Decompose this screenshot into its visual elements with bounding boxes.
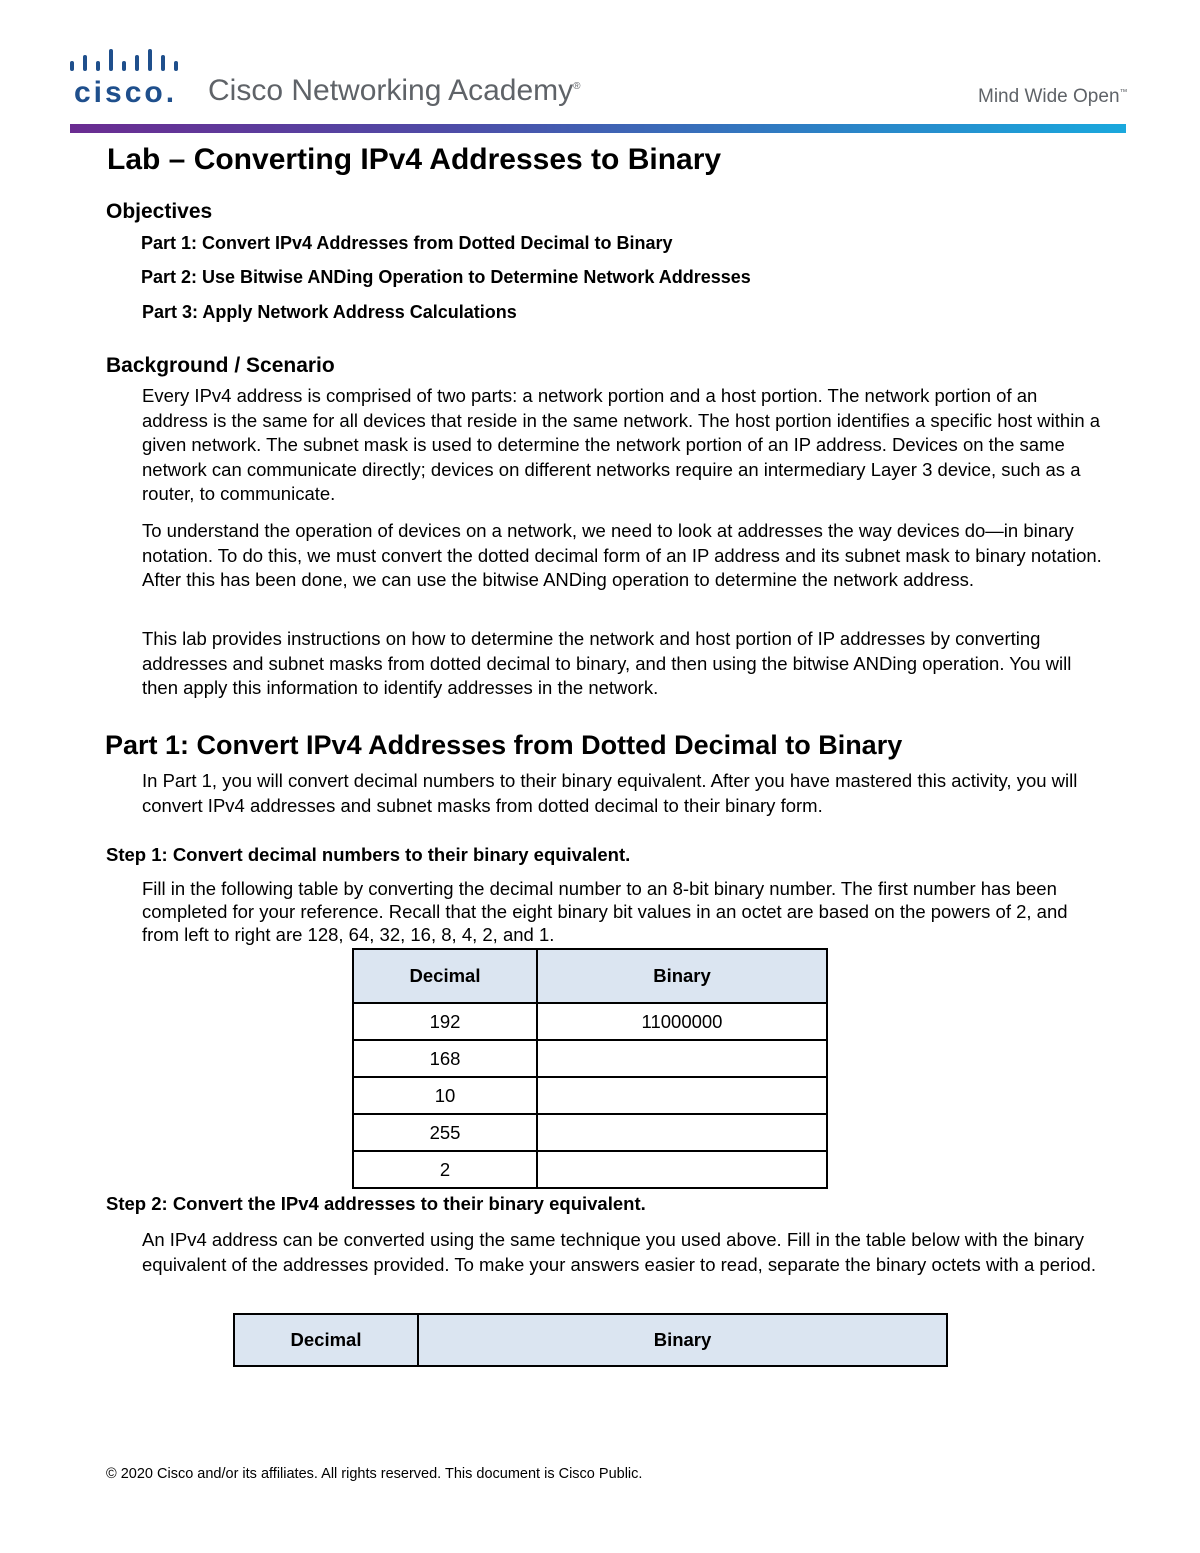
cisco-logo-bars-icon <box>70 46 180 76</box>
decimal-cell: 10 <box>353 1077 537 1114</box>
binary-answer-cell[interactable] <box>537 1151 827 1188</box>
binary-cell: 11000000 <box>537 1003 827 1040</box>
table-row <box>353 1114 827 1151</box>
decimal-cell: 192 <box>353 1003 537 1040</box>
background-paragraph: To understand the operation of devices on a network, we need to look at addresses the way devices do—in binary notation. To do this, we must convert the dotted decimal form of an IP address and its subnet mask to binary notation. After this has been done, we can use the bitwise ANDing operation to determine the network address. <box>142 520 1102 590</box>
objectives-heading: Objectives <box>106 200 213 223</box>
part1-intro: In Part 1, you will convert decimal numbers to their binary equivalent. After you have mastered this activity, you will convert IPv4 addresses and subnet masks from dotted decimal to their binary form. <box>142 770 1078 816</box>
column-header-decimal: Decimal <box>234 1314 418 1366</box>
table-row <box>353 1040 827 1077</box>
binary-answer-cell[interactable] <box>537 1077 827 1114</box>
step1-text: Fill in the following table by converting the decimal number to an 8-bit binary number. The first number has been completed for your reference. Recall that the eight binary bit values in an octet are based on the powers of 2, and from left to right are 128, 64, 32, 16, 8, 4, 2, and 1. <box>142 878 1068 945</box>
binary-answer-cell[interactable] <box>537 1040 827 1077</box>
page-title: Lab – Converting IPv4 Addresses to Binary <box>107 143 722 176</box>
document-header <box>0 0 1200 140</box>
background-heading: Background / Scenario <box>106 354 335 377</box>
step1-heading: Step 1: Convert decimal numbers to their binary equivalent. <box>106 844 631 865</box>
cisco-logo-wordmark: cisco. <box>74 76 178 109</box>
part1-heading: Part 1: Convert IPv4 Addresses from Dotted Decimal to Binary <box>105 730 903 760</box>
academy-name: Cisco Networking Academy® <box>208 74 581 107</box>
column-header-binary: Binary <box>418 1314 947 1366</box>
table-row <box>353 1003 827 1040</box>
table-header-row <box>353 949 827 1003</box>
step2-heading: Step 2: Convert the IPv4 addresses to their binary equivalent. <box>106 1193 646 1214</box>
table-header-row <box>234 1314 947 1366</box>
objective-item: Part 1: Convert IPv4 Addresses from Dotted Decimal to Binary <box>141 233 673 253</box>
brand-gradient-rule <box>70 124 1126 133</box>
decimal-cell: 2 <box>353 1151 537 1188</box>
column-header-decimal: Decimal <box>353 949 537 1003</box>
decimal-cell: 255 <box>353 1114 537 1151</box>
objective-item: Part 2: Use Bitwise ANDing Operation to Determine Network Addresses <box>141 267 751 287</box>
tagline: Mind Wide Open™ <box>978 86 1128 107</box>
step2-text: An IPv4 address can be converted using the same technique you used above. Fill in the table below with the binary equivalent of the addresses provided. To make your answers easier to read, separate the binary octets with a period. <box>142 1229 1096 1275</box>
decimal-cell: 168 <box>353 1040 537 1077</box>
objective-item: Part 3: Apply Network Address Calculations <box>142 302 517 322</box>
background-paragraph: Every IPv4 address is comprised of two parts: a network portion and a host portion. The network portion of an address is the same for all devices that reside in the same network. The host portion identifies a specific host within a given network. The subnet mask is used to determine the network portion of an IP address. Devices on the same network can communicate directly; devices on different networks require an intermediary Layer 3 device, such as a router, to communicate. <box>142 385 1101 504</box>
table-row <box>353 1151 827 1188</box>
background-paragraph: This lab provides instructions on how to determine the network and host portion of IP addresses by converting addresses and subnet masks from dotted decimal to binary, and then using the bitwise ANDing operation. You will then apply this information to identify addresses in the network. <box>142 628 1072 698</box>
address-binary-table <box>233 1313 948 1367</box>
decimal-binary-table <box>352 948 828 1189</box>
copyright-footer: © 2020 Cisco and/or its affiliates. All rights reserved. This document is Cisco Public. <box>106 1466 643 1482</box>
table-row <box>353 1077 827 1114</box>
column-header-binary: Binary <box>537 949 827 1003</box>
binary-answer-cell[interactable] <box>537 1114 827 1151</box>
